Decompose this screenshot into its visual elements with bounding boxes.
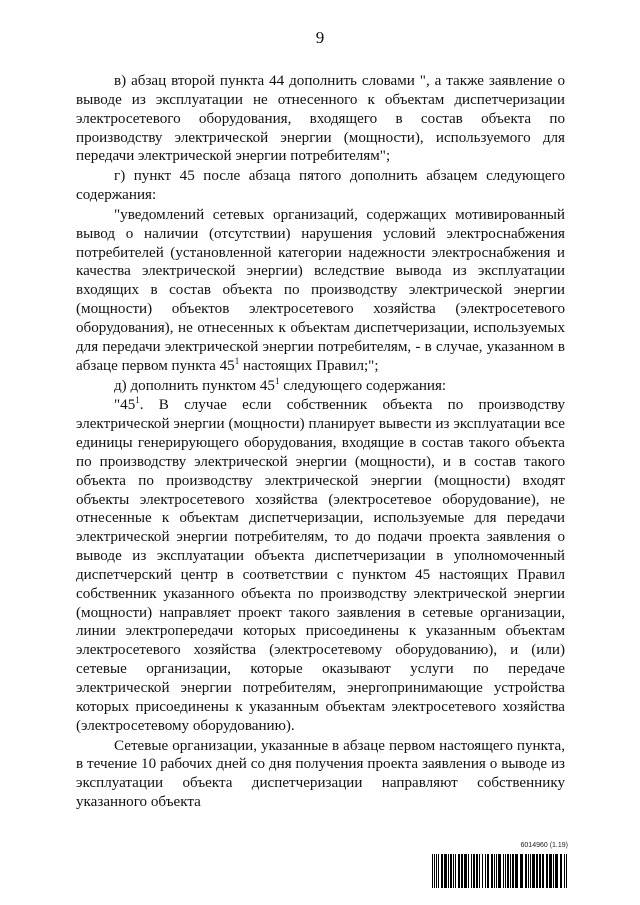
barcode-code: 6014960 (1.19) [520,842,568,849]
paragraph-network-organizations: Сетевые организации, указанные в абзаце первом настоящего пункта, в течение 10 рабочих дней со дня получения проекта заявления о выводе из эксплуатации объекта диспетчеризации направляют собственнику указанного объекта [76,737,565,811]
superscript: 1 [135,395,140,406]
paragraph-item-g: г) пункт 45 после абзаца пятого дополнить абзацем следующего содержания: [76,168,565,204]
barcode [432,842,568,892]
paragraph-point-45-1: "$45^1$. В случае если собственник объекта по производству электрической энергии (мощности) планирует вывести из эксплуатации все единицы генерирующего оборудования, входящие в состав такого объекта по производству электрической энергии (мощности), и в состав такого объекта по производству электрической энергии (мощности) входят объекты электросетевого хозяйства (электросетевое оборудование), не отнесенные к объектам диспетчеризации, используемые для передачи электрической энергии потребителям, то до подачи проекта заявления о выводе из эксплуатации объекта диспетчеризации в уполномоченный диспетчерский центр в соответствии с пунктом 45 настоящих Правил собственник указанного объекта по производству электрической энергии (мощности) направляет проект такого заявления в сетевые организации, линии электропередачи которых присоединены к указанным объектам электросетевого хозяйства (электросетевому оборудованию), и (или) сетевые организации, которые оказывают услуги по передаче электрической энергии потребителям, энергопринимающие устройства которых присоединены к указанным объектам электросетевого хозяйства (электросетевому оборудованию). [76,395,565,734]
superscript: 1 [234,355,240,366]
superscript: 1 [274,375,280,386]
paragraph-item-v: в) абзац второй пункта 44 дополнить словами ", а также заявление о выводе из эксплуатации не отнесенного к объектам диспетчеризации электросетевого оборудования, входящего в состав объекта по производству электрической энергии (мощности), используемого для передачи электрической энергии потребителям"; [76,73,565,165]
page-number: 9 [315,28,325,47]
barcode-icon [432,854,568,888]
body-text [76,72,565,812]
paragraph-item-d: д) дополнить пунктом $45^1$ следующего содержания: [114,375,447,394]
paragraph-quote-notifications: "уведомлений сетевых организаций, содержащих мотивированный вывод о наличии (отсутствии) нарушения условий электроснабжения потребителей (установленной категории надежности электроснабжения и качества электрической энергии) вследствие вывода из эксплуатации входящих в состав объекта по производству электрической энергии (мощности) объектов электросетевого хозяйства (электросетевого оборудования), не отнесенных к объектам диспетчеризации, используемых для передачи электрической энергии потребителям, - в случае, указанном в абзаце первом пункта $45^1$ настоящих Правил;"; [76,206,565,374]
